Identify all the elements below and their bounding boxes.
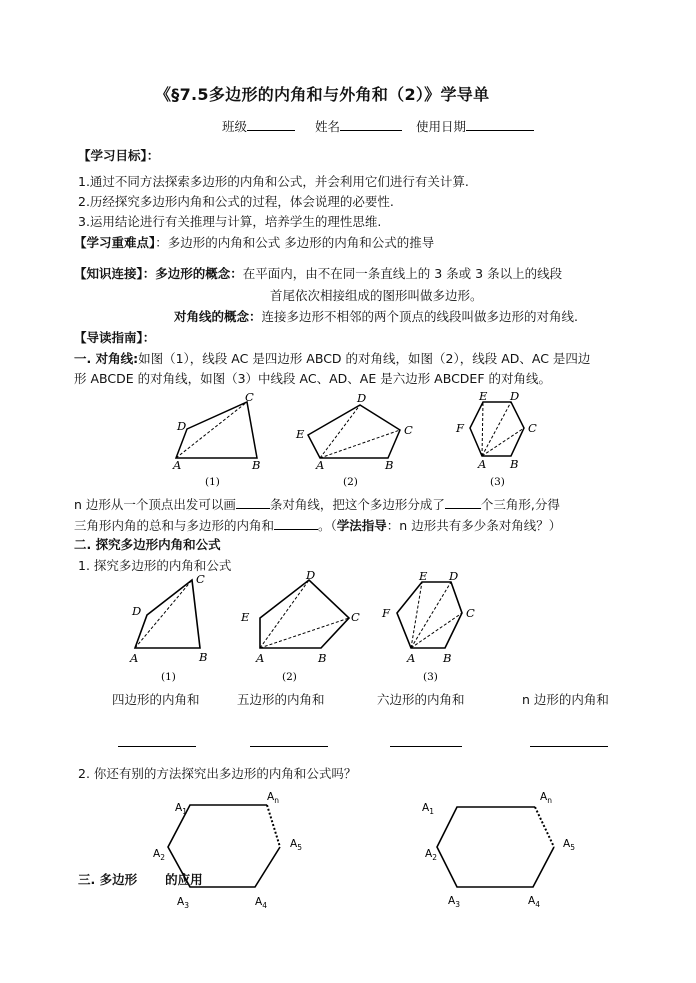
vertex-label: D [306,568,316,582]
vertex-label: B [510,457,519,471]
vertex-label: F [382,606,390,620]
vertex-label: $A_4$ [255,896,267,910]
vertex-label: C [466,606,475,620]
figure-caption: (1) [205,476,220,488]
key-points-text: ：多边形的内角和公式 多边形的内角和公式的推导 [155,235,435,250]
answer-line[interactable] [118,745,196,747]
study-tip-label: 学法指导 [336,518,387,533]
goal-item: 1.通过不同方法探索多边形的内角和公式，并会利用它们进行有关计算. [78,174,469,189]
date-blank[interactable] [466,117,534,131]
vertex-label: D [510,389,520,403]
vertex-label: D [177,419,187,433]
section1-line1: 一. 对角线:如图（1），线段 AC 是四边形 ABCD 的对角线，如图（2），线段 AD、AC 是四边 [74,351,591,366]
diagonal-term: 对角线的概念： [174,309,262,324]
vertex-label: A [478,457,487,471]
goal-item: 2.历经探究多边形内角和公式的过程，体会说理的必要性. [78,194,394,209]
answer-blank[interactable] [274,516,318,530]
section2-question2: 2. 你还有别的方法探究出多边形的内角和公式吗？ [78,766,357,781]
vertex-label: E [479,389,488,403]
info-fields [222,117,534,135]
vertex-label: C [245,390,254,404]
angle-sum-label: 六边形的内角和 [377,692,465,707]
vertex-label: D [449,569,459,583]
vertex-label: $A_2$ [425,848,437,862]
vertex-label: $A_n$ [540,791,552,805]
vertex-label: $A_4$ [528,895,540,909]
date-label: 使用日期 [415,119,466,134]
vertex-label: E [241,610,250,624]
vertex-label: B [385,458,394,472]
vertex-label: E [296,427,305,441]
section2-question1: 1. 探究多边形的内角和公式 [78,558,232,573]
vertex-label: D [132,604,142,618]
vertex-label: C [196,572,205,586]
figure-caption: (1) [161,671,176,683]
angle-sum-label: n 边形的内角和 [522,692,609,707]
vertex-label: A [130,651,139,665]
vertex-label: B [199,650,208,664]
vertex-label: $A_5$ [290,838,302,852]
section1-label: 一. 对角线: [74,351,139,366]
answer-line[interactable] [530,745,608,747]
figure-ngon-left [150,785,320,910]
vertex-label: $A_1$ [175,802,187,816]
knowledge-line-3 [174,309,578,325]
vertex-label: $A_5$ [563,838,575,852]
vertex-label: C [528,421,537,435]
knowledge-line-1 [74,266,562,282]
vertex-label: $A_3$ [177,896,189,910]
vertex-label: A [173,458,182,472]
figure-quadrilateral-2 [125,568,225,688]
section1-line2: 形 ABCDE 的对角线，如图（3）中线段 AC、AD、AE 是六边形 ABCDEF 的对角线。 [74,371,551,386]
class-label: 班级 [222,119,248,134]
figure-hexagon-2 [375,568,485,688]
name-blank[interactable] [340,117,402,131]
figure-caption: (2) [282,671,297,683]
vertex-label: A [256,651,265,665]
figure-caption: (3) [490,476,505,488]
figure-hexagon-1 [448,390,558,490]
diagonal-def: 连接多边形不相邻的两个顶点的线段叫做多边形的对角线. [261,309,578,324]
diagonal-question-line2: 三角形内角的总和与多边形的内角和 。（学法指导：n 边形共有多少条对角线？） [74,518,562,533]
goal-item: 3.运用结论进行有关推理与计算，培养学生的理性思维. [78,214,382,229]
figure-pentagon-2 [236,568,360,688]
guide-heading: 【导读指南】： [74,330,156,345]
answer-blank[interactable] [445,495,481,509]
page-title: 《§7.5多边形的内角和与外角和（2）》学导单 [155,85,490,104]
vertex-label: B [252,458,261,472]
key-points-heading: 【学习重难点】 [74,235,156,250]
vertex-label: $A_3$ [448,895,460,909]
polygon-term: ：多边形的概念： [142,266,243,281]
figure-ngon-right [420,785,590,910]
knowledge-heading: 【知识连接】 [74,266,143,281]
vertex-label: F [456,421,464,435]
vertex-label: A [407,651,416,665]
section3-heading: 三. 多边形 的应用 [78,872,203,887]
figure-caption: (2) [343,476,358,488]
vertex-label: C [404,423,413,437]
key-points [74,235,434,251]
vertex-label: B [318,651,327,665]
angle-sum-label: 五边形的内角和 [237,692,325,707]
vertex-label: $A_1$ [422,802,434,816]
class-blank[interactable] [247,117,295,131]
answer-blank[interactable] [236,495,270,509]
figure-pentagon-1 [290,390,413,490]
vertex-label: E [419,569,428,583]
vertex-label: A [316,458,325,472]
figure-quadrilateral-1 [160,385,280,490]
figure-caption: (3) [423,671,438,683]
answer-line[interactable] [390,745,462,747]
diagonal-question-line1: n 边形从一个顶点出发可以画 条对角线，把这个多边形分成了 个三角形,分得 [74,497,560,512]
name-label: 姓名 [314,119,340,134]
vertex-label: C [351,610,360,624]
vertex-label: $A_n$ [267,791,279,805]
goals-heading: 【学习目标】： [78,148,160,163]
angle-sum-label: 四边形的内角和 [112,692,200,707]
polygon-def-2: 首尾依次相接组成的图形叫做多边形。 [270,288,483,303]
vertex-label: $A_2$ [153,848,165,862]
vertex-label: B [443,651,452,665]
polygon-def: 在平面内，由不在同一条直线上的 3 条或 3 条以上的线段 [242,266,563,281]
answer-line[interactable] [250,745,328,747]
vertex-label: D [357,391,367,405]
section2-heading: 二. 探究多边形内角和公式 [74,537,221,552]
